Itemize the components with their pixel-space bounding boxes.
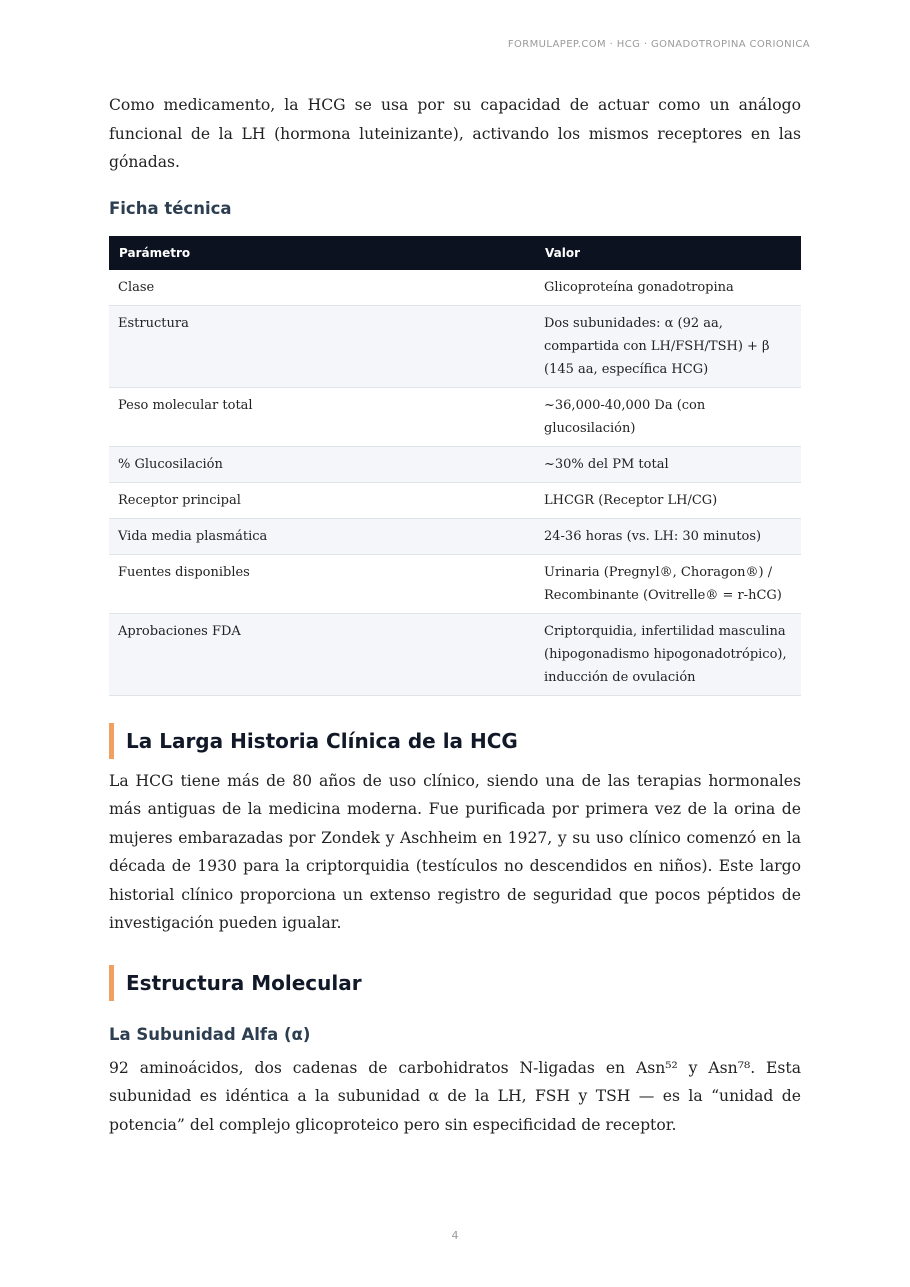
- table-row: [109, 554, 801, 613]
- page-number: 4: [451, 1229, 459, 1242]
- table-cell-valor: LHCGR (Receptor LH/CG): [535, 482, 801, 518]
- table-cell-valor: Urinaria (Pregnyl®, Choragon®) / Recombinante (Ovitrelle® = r-hCG): [535, 554, 801, 613]
- table-cell-parametro: Aprobaciones FDA: [109, 613, 535, 695]
- table-row: [109, 270, 801, 306]
- estructura-heading: Estructura Molecular: [109, 965, 801, 1001]
- ficha-heading: Ficha técnica: [109, 198, 232, 218]
- table-row: [109, 518, 801, 554]
- table-row: [109, 305, 801, 387]
- page-content: [109, 91, 801, 1139]
- table-row: [109, 482, 801, 518]
- table-row: [109, 613, 801, 695]
- table-cell-valor: Dos subunidades: α (92 aa, compartida con LH/FSH/TSH) + β (145 aa, específica HCG): [535, 305, 801, 387]
- table-row: [109, 446, 801, 482]
- table-cell-valor: 24-36 horas (vs. LH: 30 minutos): [535, 518, 801, 554]
- table-header-valor: Valor: [535, 236, 801, 270]
- table-cell-valor: Glicoproteína gonadotropina: [535, 270, 801, 306]
- table-cell-parametro: Receptor principal: [109, 482, 535, 518]
- table-header-row: [109, 236, 801, 270]
- subunidad-alfa-heading: La Subunidad Alfa (α): [109, 1024, 311, 1044]
- table-cell-parametro: Peso molecular total: [109, 387, 535, 446]
- table-cell-valor: Criptorquidia, infertilidad masculina (hipogonadismo hipogonadotrópico), inducción de ovulación: [535, 613, 801, 695]
- table-cell-parametro: Vida media plasmática: [109, 518, 535, 554]
- table-cell-parametro: Fuentes disponibles: [109, 554, 535, 613]
- table-cell-parametro: % Glucosilación: [109, 446, 535, 482]
- subunidad-alfa-paragraph: 92 aminoácidos, dos cadenas de carbohidratos N-ligadas en Asn⁵² y Asn⁷⁸. Esta subunidad es idéntica a la subunidad α de la LH, FSH y TSH — es la “unidad de potencia” del complejo glicoproteico pero sin especificidad de receptor.: [109, 1058, 801, 1134]
- table-cell-parametro: Clase: [109, 270, 535, 306]
- table-row: [109, 387, 801, 446]
- table-cell-valor: ~36,000-40,000 Da (con glucosilación): [535, 387, 801, 446]
- historia-heading: La Larga Historia Clínica de la HCG: [109, 723, 801, 759]
- ficha-table: [109, 236, 801, 696]
- table-cell-parametro: Estructura: [109, 305, 535, 387]
- intro-paragraph: Como medicamento, la HCG se usa por su capacidad de actuar como un análogo funcional de la LH (hormona luteinizante), activando los mismos receptores en las gónadas.: [109, 96, 801, 171]
- running-head: FORMULAPEP.COM · HCG · GONADOTROPINA CORIONICA: [507, 39, 810, 50]
- table-cell-valor: ~30% del PM total: [535, 446, 801, 482]
- historia-paragraph: La HCG tiene más de 80 años de uso clínico, siendo una de las terapias hormonales más antiguas de la medicina moderna. Fue purificada por primera vez de la orina de mujeres embarazadas por Zondek y Aschheim en 1927, y su uso clínico comenzó en la década de 1930 para la criptorquidia (testículos no descendidos en niños). Este largo historial clínico proporciona un extenso registro de seguridad que pocos péptidos de investigación pueden igualar.: [109, 771, 801, 932]
- table-header-parametro: Parámetro: [109, 236, 535, 270]
